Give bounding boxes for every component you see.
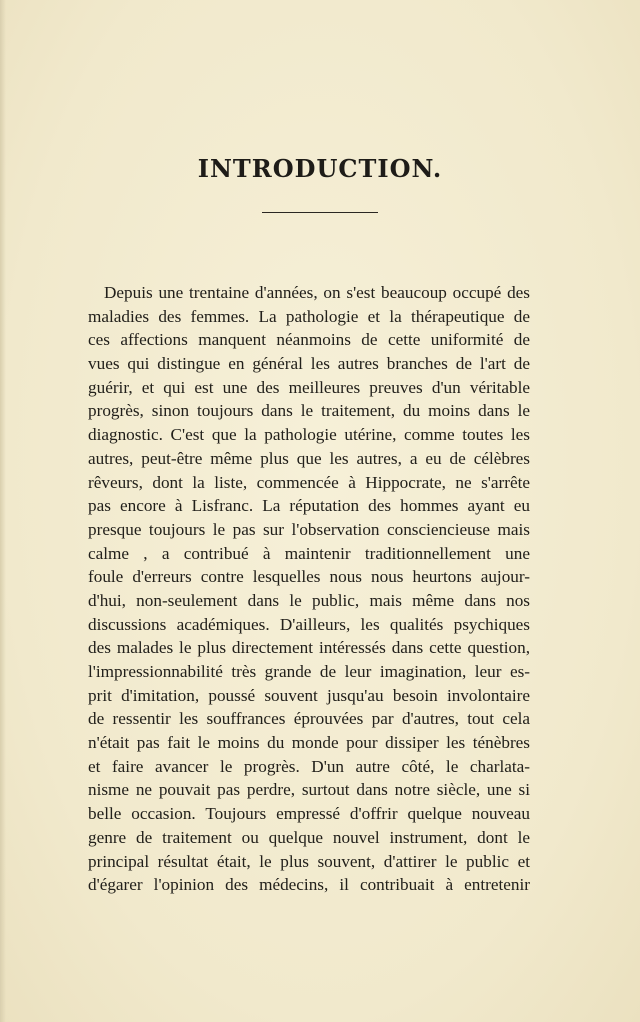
- text-line: foule d'erreurs contre lesquelles nous nous heurtons aujour-: [88, 567, 530, 587]
- text-line: presque toujours le pas sur l'observation consciencieuse mais: [88, 519, 530, 539]
- text-line: autres, peut-être même plus que les autres, a eu de célèbres: [88, 448, 530, 468]
- chapter-title: INTRODUCTION.: [197, 154, 443, 183]
- text-line: vues qui distingue en général les autres branches de l'art de: [88, 354, 530, 374]
- text-line: diagnostic. C'est que la pathologie utérine, comme toutes les: [88, 425, 530, 445]
- text-line: rêveurs, dont la liste, commencée à Hippocrate, ne s'arrête: [88, 472, 530, 492]
- text-line: nisme ne pouvait pas perdre, surtout dans notre siècle, une si: [88, 780, 530, 800]
- text-line: n'était pas fait le moins du monde pour dissiper les ténèbres: [88, 733, 530, 753]
- text-line: d'hui, non-seulement dans le public, mais même dans nos: [88, 590, 530, 610]
- text-line: d'égarer l'opinion des médecins, il contribuait à entretenir: [88, 875, 530, 895]
- body-paragraph: [88, 281, 530, 897]
- text-line: calme , a contribué à maintenir traditionnellement une: [88, 543, 530, 563]
- title-rule: [262, 212, 378, 213]
- text-line: prit d'imitation, poussé souvent jusqu'au besoin involontaire: [88, 685, 530, 705]
- text-line: ces affections manquent néanmoins de cette uniformité de: [88, 330, 530, 350]
- text-line: discussions académiques. D'ailleurs, les qualités psychiques: [88, 614, 530, 634]
- text-line: pas encore à Lisfranc. La réputation des hommes ayant eu: [88, 496, 530, 516]
- text-line: des malades le plus directement intéressés dans cette question,: [88, 638, 530, 658]
- text-line: de ressentir les souffrances éprouvées par d'autres, tout cela: [88, 709, 530, 729]
- text-line: l'impressionnabilité très grande de leur imagination, leur es-: [88, 662, 530, 681]
- text-line: maladies des femmes. La pathologie et la thérapeutique de: [88, 306, 530, 326]
- text-line: et faire avancer le progrès. D'un autre côté, le charlata-: [88, 756, 530, 776]
- text-line: principal résultat était, le plus souvent, d'attirer le public et: [88, 851, 530, 871]
- text-line: genre de traitement ou quelque nouvel instrument, dont le: [88, 827, 530, 847]
- text-line: belle occasion. Toujours empressé d'offrir quelque nouveau: [88, 804, 530, 824]
- text-line: Depuis une trentaine d'années, on s'est beaucoup occupé des: [104, 283, 530, 302]
- text-line: progrès, sinon toujours dans le traitement, du moins dans le: [88, 401, 530, 421]
- text-line: guérir, et qui est une des meilleures preuves d'un véritable: [88, 377, 530, 397]
